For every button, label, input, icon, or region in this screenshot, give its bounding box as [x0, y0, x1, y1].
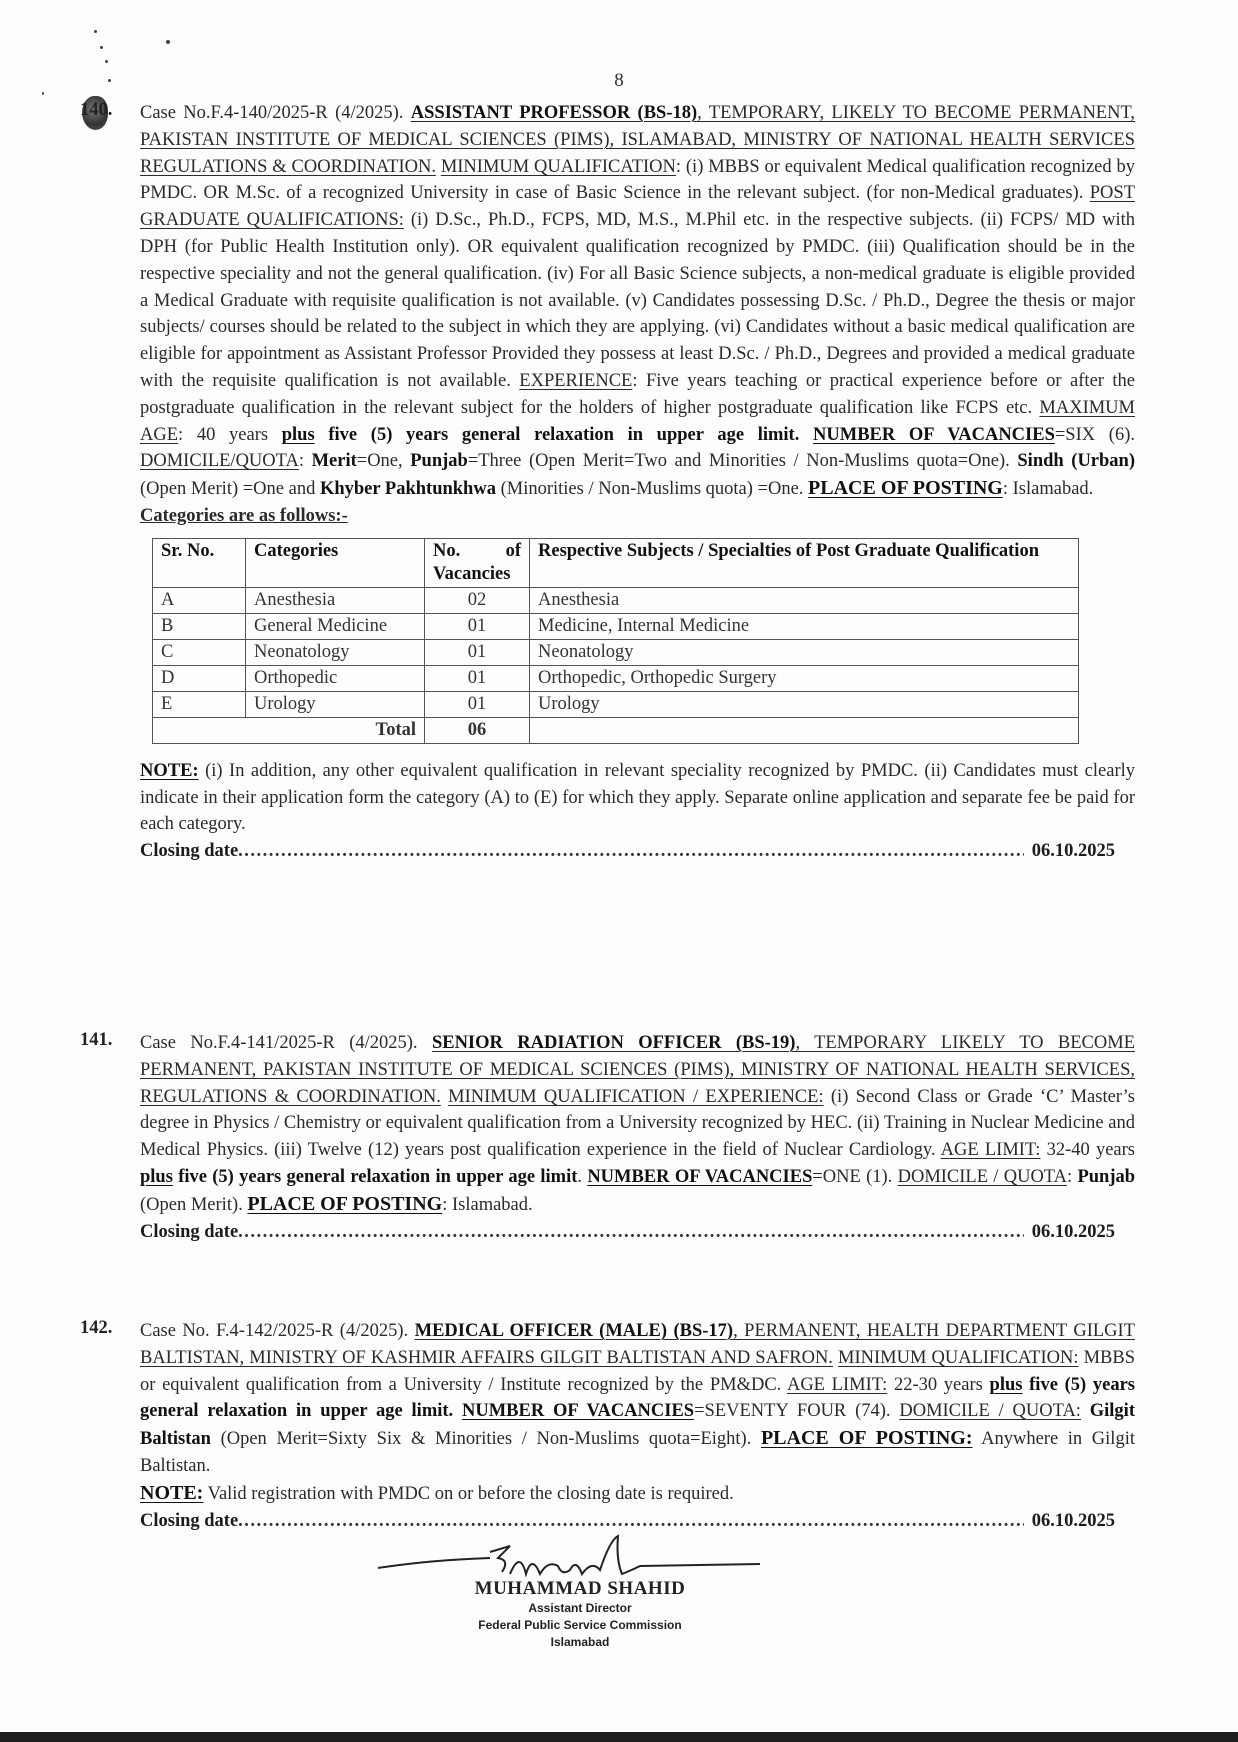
signatory-block: [400, 1578, 760, 1651]
age-text: 22-30 years: [887, 1374, 990, 1395]
post-description: , PERMANENT, HEALTH DEPARTMENT GILGIT BALTISTAN, MINISTRY OF KASHMIR AFFAIRS GILGIT BALTISTAN AND SAFRON.: [140, 1321, 1135, 1368]
scan-speck: [166, 40, 170, 44]
signatory-designation: Assistant Director: [528, 1601, 632, 1615]
posting-label: PLACE OF POSTING: [247, 1192, 443, 1215]
table-row: [153, 613, 1079, 639]
table-row: [153, 665, 1079, 691]
cell-subjects: Orthopedic, Orthopedic Surgery: [530, 665, 1079, 691]
entry-number: 140.: [80, 100, 113, 120]
vacancies-text: =SIX (6).: [1054, 424, 1135, 445]
cell-vacancies: 02: [425, 587, 530, 613]
signatory-city: Islamabad: [550, 1635, 610, 1649]
note-label: NOTE:: [140, 1481, 204, 1504]
closing-date-label: Closing date: [140, 1510, 239, 1531]
domicile-punjab: Punjab: [410, 451, 468, 472]
vacancies-label: NUMBER OF VACANCIES: [587, 1166, 813, 1187]
post-title: SENIOR RADIATION OFFICER (BS-19): [431, 1033, 796, 1053]
min-qualification-text: (i) Second Class or Grade ‘C’ Master’s degree in Physics / Chemistry or equivalent qualification from a University recognized by HEC. (ii) Training in Nuclear Medicine and Medical Physics. (iii) Twelve (12) years post qualification experience in the field of Nuclear Cardiology.: [140, 1086, 1135, 1161]
case-number: Case No.F.4-140/2025-R (4/2025).: [140, 103, 411, 123]
pg-qualification-label: POST GRADUATE QUALIFICATIONS:: [140, 183, 1135, 231]
relaxation-text: five (5) years general relaxation in upper age limit: [172, 1166, 578, 1187]
note: [140, 758, 1135, 838]
entry-body: Case No.F.4-141/2025-R (4/2025). SENIOR RADIATION OFFICER (BS-19), TEMPORARY LIKELY TO BECOME PERMANENT, PAKISTAN INSTITUTE OF MEDICAL SCIENCES (PIMS), MINISTRY OF NATIONAL HEALTH SERVICES, REGULATIONS & COORDINATION. MINIMUM QUALIFICATION / EXPERIENCE: (i) Second Class or Grade ‘C’ Master’s degree in Physics / Chemistry or equivalent qualification from a University recognized by HEC. (ii) Training in Nuclear Medicine and Medical Physics. (iii) Twelve (12) years post qualification experience in the field of Nuclear Cardiology. AGE LIMIT: 32-40 years plus five (5) years general relaxation in upper age limit. NUMBER OF VACANCIES=ONE (1). DOMICILE / QUOTA: Punjab (Open Merit). PLACE OF POSTING: Islamabad. Closing date ..... 06.10.2025: [140, 1030, 1135, 1245]
cell-subjects: Neonatology: [530, 639, 1079, 665]
cell-category: Urology: [246, 691, 425, 717]
closing-date-line: [140, 838, 1135, 865]
vacancies-label: NUMBER OF VACANCIES: [461, 1401, 695, 1422]
cell-subjects: Urology: [530, 691, 1079, 717]
domicile-kp: Khyber Pakhtunkhwa: [319, 479, 496, 500]
entry-number: 141.: [80, 1030, 113, 1050]
pg-qualification-text: (i) D.Sc., Ph.D., FCPS, MD, M.S., M.Phil etc. in the respective subjects. (ii) FCPS/ MD with DPH (for Public Health Institution only). OR equivalent qualification recognized by PMDC. (iii) Qualification should be in the respective speciality and not the general qualification. (iv) For all Basic Science subjects, a non-medical graduate is eligible provided a Medical Graduate with requisite qualification is not available. (v) Candidates possessing D.Sc. / Ph.D., Degree the thesis or major subjects/ courses should be related to the subject in which they are applying. (vi) Candidates without a basic medical qualification are eligible for appointment as Assistant Professor Provided they possess at least D.Sc. / Ph.D., Degrees and provided a medical graduate with the requisite qualification is not available.: [140, 210, 1135, 391]
note: [140, 1480, 1135, 1508]
col-header-categories: Categories: [246, 538, 425, 587]
experience-label: EXPERIENCE: [519, 370, 633, 391]
age-label: AGE LIMIT:: [940, 1140, 1041, 1161]
domicile-text: (Open Merit).: [140, 1194, 248, 1215]
cell-sr: E: [153, 691, 246, 717]
vacancies-label: NUMBER OF VACANCIES: [813, 424, 1055, 445]
page-number: 8: [614, 70, 624, 91]
note-text: (i) In addition, any other equivalent qualification in relevant speciality recognized by PMDC. (ii) Candidates must clearly indicate in their application form the category (A) to (E) for which they apply. Separate online application and separate fee be paid for each category.: [140, 760, 1135, 835]
cell-sr: B: [153, 613, 246, 639]
cell-sr: C: [153, 639, 246, 665]
advertisement-entry-142: [80, 1318, 1135, 1534]
cell-vacancies: 01: [425, 639, 530, 665]
domicile-gilgit: Gilgit Baltistan: [140, 1401, 1135, 1450]
case-number: Case No.F.4-141/2025-R (4/2025).: [140, 1033, 432, 1053]
closing-date-label: Closing date: [140, 1221, 239, 1242]
entry-body: [140, 100, 1135, 865]
scan-edge: [0, 1732, 1238, 1742]
categories-heading: Categories are as follows:-: [140, 505, 348, 526]
table-row: [153, 639, 1079, 665]
min-qualification-label: MINIMUM QUALIFICATION: [440, 156, 676, 177]
domicile-merit: Merit: [311, 451, 357, 472]
scan-speck: [94, 30, 97, 33]
categories-table: [152, 538, 1079, 744]
domicile-label: DOMICILE / QUOTA:: [899, 1401, 1081, 1422]
posting-text: : Islamabad.: [442, 1194, 533, 1215]
domicile-colon: :: [1067, 1166, 1078, 1187]
domicile-label: DOMICILE / QUOTA: [897, 1166, 1067, 1187]
table-header-row: [153, 538, 1079, 587]
min-qualification-label: MINIMUM QUALIFICATION:: [838, 1347, 1079, 1368]
post-title: MEDICAL OFFICER (MALE) (BS-17): [414, 1321, 734, 1341]
cell-sr: D: [153, 665, 246, 691]
vacancies-text: =ONE (1).: [812, 1166, 898, 1187]
closing-date-line: [140, 1219, 1135, 1246]
domicile-text: (Open Merit=Sixty Six & Minorities / Non-Muslims quota=Eight).: [210, 1429, 761, 1450]
entry-number: 142.: [80, 1318, 113, 1338]
cell-vacancies: 01: [425, 665, 530, 691]
age-text: 32-40 years: [1040, 1140, 1135, 1161]
total-value: 06: [425, 717, 530, 743]
signatory-organization: Federal Public Service Commission: [478, 1618, 682, 1632]
scan-speck: [42, 92, 44, 95]
cell-subjects: Medicine, Internal Medicine: [530, 613, 1079, 639]
min-qualification-text: MBBS or equivalent qualification from a University / Institute recognized by the PM&DC.: [140, 1347, 1136, 1395]
cell-subjects: Anesthesia: [530, 587, 1079, 613]
total-label: Total: [153, 717, 425, 743]
cell-vacancies: 01: [425, 613, 530, 639]
domicile-label: DOMICILE/QUOTA: [140, 451, 299, 472]
relaxation-text: five (5) years general relaxation in upper age limit.: [314, 424, 814, 445]
post-description: , TEMPORARY LIKELY TO BECOME PERMANENT, PAKISTAN INSTITUTE OF MEDICAL SCIENCES (PIMS), MINISTRY OF NATIONAL HEALTH SERVICES, REGULATIONS & COORDINATION.: [140, 1033, 1136, 1107]
age-label: MAXIMUM AGE: [140, 397, 1135, 445]
domicile-punjab: Punjab: [1077, 1166, 1136, 1187]
posting-label: PLACE OF POSTING: [808, 477, 1003, 500]
closing-date-value: 06.10.2025: [1031, 1510, 1115, 1531]
posting-label: PLACE OF POSTING:: [760, 1427, 973, 1450]
post-title: ASSISTANT PROFESSOR (BS-18): [410, 103, 698, 123]
domicile-punjab-text: =Three (Open Merit=Two and Minorities / Non-Muslims quota=One).: [467, 451, 1018, 472]
cell-category: Anesthesia: [246, 587, 425, 613]
note-label: NOTE:: [140, 760, 199, 781]
vacancies-text: =SEVENTY FOUR (74).: [694, 1401, 900, 1422]
table-total-row: [153, 717, 1079, 743]
table-row: [153, 587, 1079, 613]
posting-text: : Islamabad.: [1002, 479, 1094, 500]
plus-label: plus: [140, 1166, 173, 1187]
domicile-sindh-text: (Open Merit) =One and: [140, 479, 320, 500]
advertisement-entry-140: [80, 100, 1135, 865]
domicile-kp-text: (Minorities / Non-Muslims quota) =One.: [495, 479, 809, 500]
min-qualification-label: MINIMUM QUALIFICATION / EXPERIENCE:: [448, 1086, 824, 1107]
col-header-sr-no: Sr. No.: [153, 538, 246, 587]
leader-dots: [238, 1219, 1024, 1246]
cell-category: General Medicine: [246, 613, 425, 639]
advertisement-entry-141: [80, 1030, 1135, 1245]
leader-dots: [238, 838, 1024, 865]
scan-speck: [105, 60, 108, 63]
scan-speck: [100, 46, 103, 49]
entry-body: [140, 1318, 1135, 1534]
plus-label: plus: [281, 424, 315, 445]
cell-empty: [530, 717, 1079, 743]
post-description: , TEMPORARY, LIKELY TO BECOME PERMANENT, PAKISTAN INSTITUTE OF MEDICAL SCIENCES (PIMS), ISLAMABAD, MINISTRY OF NATIONAL HEALTH SERVICES REGULATIONS & COORDINATION.: [140, 103, 1136, 177]
closing-date-value: 06.10.2025: [1031, 1221, 1115, 1242]
col-header-subjects: Respective Subjects / Specialties of Post Graduate Qualification: [530, 538, 1079, 587]
table-row: [153, 691, 1079, 717]
posting-text: Anywhere in Gilgit Baltistan.: [140, 1429, 1135, 1476]
min-qualification-text: : (i) MBBS or equivalent Medical qualification recognized by PMDC. OR M.Sc. of a recognized University in case of Basic Science in the relevant subject. (for non-Medical graduates).: [140, 156, 1135, 204]
age-text: : 40 years: [178, 424, 282, 445]
cell-category: Orthopedic: [246, 665, 425, 691]
experience-text: : Five years teaching or practical experience before or after the postgraduate qualification in the relevant subject for the holders of higher postgraduate qualification like FCPS etc.: [140, 370, 1135, 418]
cell-category: Neonatology: [246, 639, 425, 665]
age-label: AGE LIMIT:: [786, 1374, 888, 1395]
signatory-name: MUHAMMAD SHAHID: [474, 1578, 686, 1599]
domicile-merit-text: =One,: [356, 451, 411, 472]
closing-date-value: 06.10.2025: [1031, 841, 1115, 862]
relaxation-text: five (5) years general relaxation in upper age limit.: [140, 1374, 1135, 1422]
note-text: Valid registration with PMDC on or before the closing date is required.: [203, 1483, 734, 1504]
domicile-sindh: Sindh (Urban): [1017, 451, 1135, 472]
closing-date-label: Closing date: [140, 841, 239, 862]
col-header-vacancies: No. of Vacancies: [425, 538, 530, 587]
cell-sr: A: [153, 587, 246, 613]
case-number: Case No. F.4-142/2025-R (4/2025).: [140, 1321, 415, 1341]
domicile-colon: :: [298, 451, 312, 472]
cell-vacancies: 01: [425, 691, 530, 717]
plus-label: plus: [989, 1374, 1023, 1395]
